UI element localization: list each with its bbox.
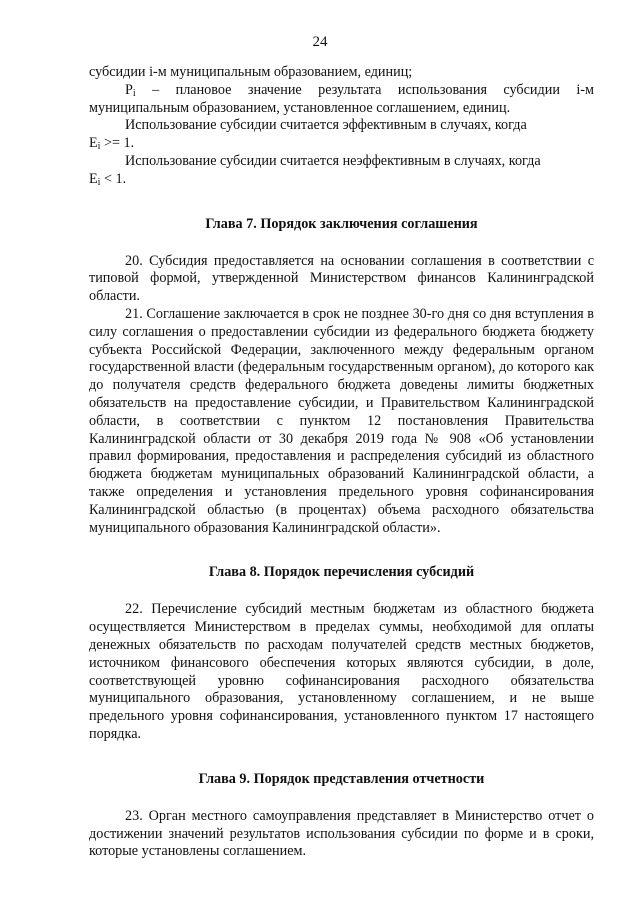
ineffective-condition-rest: < 1. xyxy=(100,170,127,187)
p-symbol: P xyxy=(125,81,133,98)
paragraph-20: 20. Субсидия предоставляется на основании соглашения в соответствии с типовой формой, утвержденной Министерством финансов Калининградской области. xyxy=(89,252,594,305)
e-symbol: E xyxy=(89,170,98,187)
ineffective-text: Использование субсидии считается неэффективным в случаях, когда xyxy=(125,152,541,169)
paragraph-22: 22. Перечисление субсидий местным бюджетам из областного бюджета осуществляется Министерством в пределах суммы, необходимой для оплаты денежных обязательств по расходам получателей средств местных бюджетов, источником финансового обеспечения которых являются субсидии, в доле, соответствующей уровню софинансирования расходного обязательства муниципального образования, установленному соглашением, и не выше предельного уровня софинансирования, установленного пунктом 17 настоящего порядка. xyxy=(89,601,594,742)
p-definition-text: – плановое значение результата использования субсидии i-м муниципальным образованием, установленное соглашением, единиц. xyxy=(89,81,594,116)
paragraph-21: 21. Соглашение заключается в срок не позднее 30-го дня со дня вступления в силу соглашения о предоставлении субсидии из федерального бюджета бюджету субъекта Российской Федерации, заключенного между федеральным органом государственной власти (федеральным государственным органом), до которого как до получателя средств федерального бюджета доведены лимиты бюджетных обязательств на предоставление субсидии, и Правительством Калининградской области, в соответствии с пунктом 12 постановления Правительства Калининградской области от 30 декабря 2019 года № 908 «Об установлении правил формирования, предоставления и распределения субсидий из областного бюджета бюджетам муниципальных образований Калининградской области, а также определения и установления предельного уровня софинансирования Калининградской областью (в процентах) объема расходного обязательства муниципального образования Калининградской области». xyxy=(89,305,594,536)
paragraph-23: 23. Орган местного самоуправления представляет в Министерство отчет о достижении значений результатов использования субсидии по форме и в сроки, которые установлены соглашением. xyxy=(89,807,594,860)
e-symbol: E xyxy=(89,135,98,152)
effective-condition xyxy=(89,135,594,153)
ineffective-paragraph xyxy=(89,153,594,171)
effective-text: Использование субсидии считается эффективным в случаях, когда xyxy=(125,117,527,134)
effective-paragraph xyxy=(89,117,594,135)
chapter-7-title: Глава 7. Порядок заключения соглашения xyxy=(205,215,478,232)
continued-line: субсидии i-м муниципальным образованием, единиц; xyxy=(89,64,413,80)
e-subscript: i xyxy=(97,141,101,153)
effective-condition-rest: >= 1. xyxy=(100,135,135,152)
ineffective-condition xyxy=(89,171,594,189)
e-subscript: i xyxy=(97,176,101,188)
p-definition xyxy=(89,82,594,118)
p-subscript: i xyxy=(132,87,136,99)
chapter-8-title: Глава 8. Порядок перечисления субсидий xyxy=(208,564,475,581)
page-number: 24 xyxy=(312,34,328,50)
page-content xyxy=(89,64,594,861)
chapter-9-title: Глава 9. Порядок представления отчетности xyxy=(198,770,485,787)
